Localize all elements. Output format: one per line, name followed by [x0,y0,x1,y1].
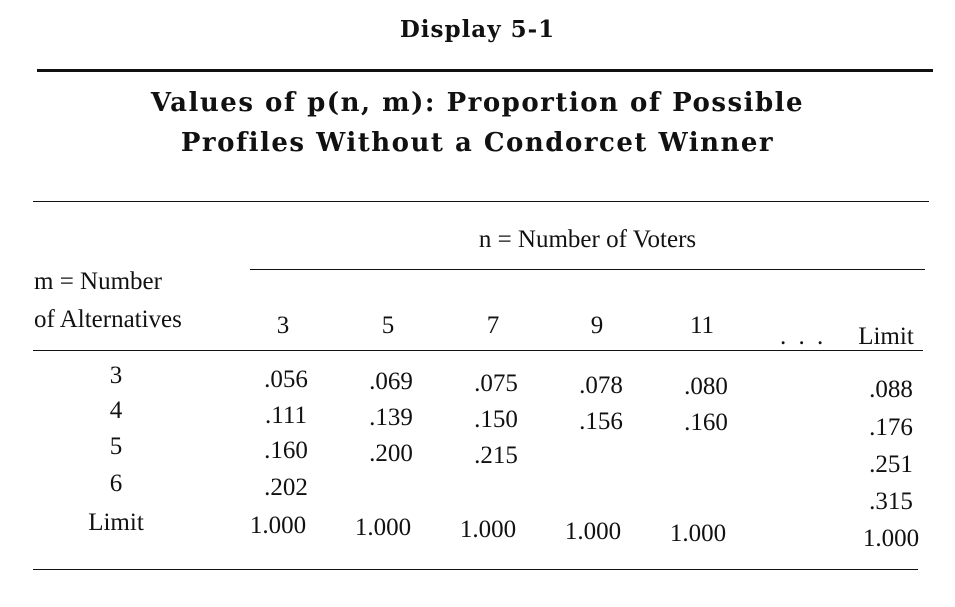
table-cell: .080 [684,373,728,400]
table-cell: .075 [474,370,518,397]
table-cell: 1.000 [249,512,307,539]
table-cell: .156 [579,408,623,435]
table-cell: .160 [684,409,728,436]
column-ellipsis: . . . [780,323,827,350]
column-header-11: 11 [689,312,715,339]
column-spanner-voters: n = Number of Voters [478,226,697,253]
table-cell: .150 [474,406,518,433]
display-label: Display 5-1 [399,16,556,43]
table-cell: .078 [579,372,623,399]
row-label: 3 [109,362,123,389]
limit-cell: .251 [869,451,913,478]
row-label: 6 [109,470,123,497]
table-cell: .111 [265,402,307,429]
limit-cell: .315 [869,488,913,515]
column-header-7: 7 [486,312,500,339]
table-cell: .069 [369,368,413,395]
row-label: 4 [109,397,123,424]
table-title-line-2: Profiles Without a Condorcet Winner [180,128,775,158]
limit-cell: .088 [869,376,913,403]
table-cell: 1.000 [459,516,517,543]
bottom-rule [33,569,918,570]
column-header-5: 5 [381,312,395,339]
row-label: 5 [109,433,123,460]
column-header-9: 9 [590,312,604,339]
spanner-rule [250,269,925,270]
table-cell: .139 [369,404,413,431]
limit-cell: .176 [869,414,913,441]
table-cell: 1.000 [669,520,727,547]
header-bottom-rule [33,350,923,351]
table-cell: .215 [474,442,518,469]
stub-head-line-1: m = Number [34,268,162,295]
limit-cell: 1.000 [862,525,920,552]
table-cell: .056 [264,366,308,393]
column-header-limit: Limit [858,323,914,350]
table-cell: .202 [264,474,308,501]
table-cell: 1.000 [564,518,622,545]
table-title-line-1: Values of p(n, m): Proportion of Possible [150,88,805,118]
column-header-3: 3 [276,312,290,339]
table-cell: 1.000 [354,514,412,541]
table-cell: .200 [369,440,413,467]
header-top-rule [33,201,929,202]
stub-head-line-2: of Alternatives [34,306,182,333]
table-cell: .160 [264,437,308,464]
row-label: Limit [88,509,144,536]
top-rule [37,69,933,72]
